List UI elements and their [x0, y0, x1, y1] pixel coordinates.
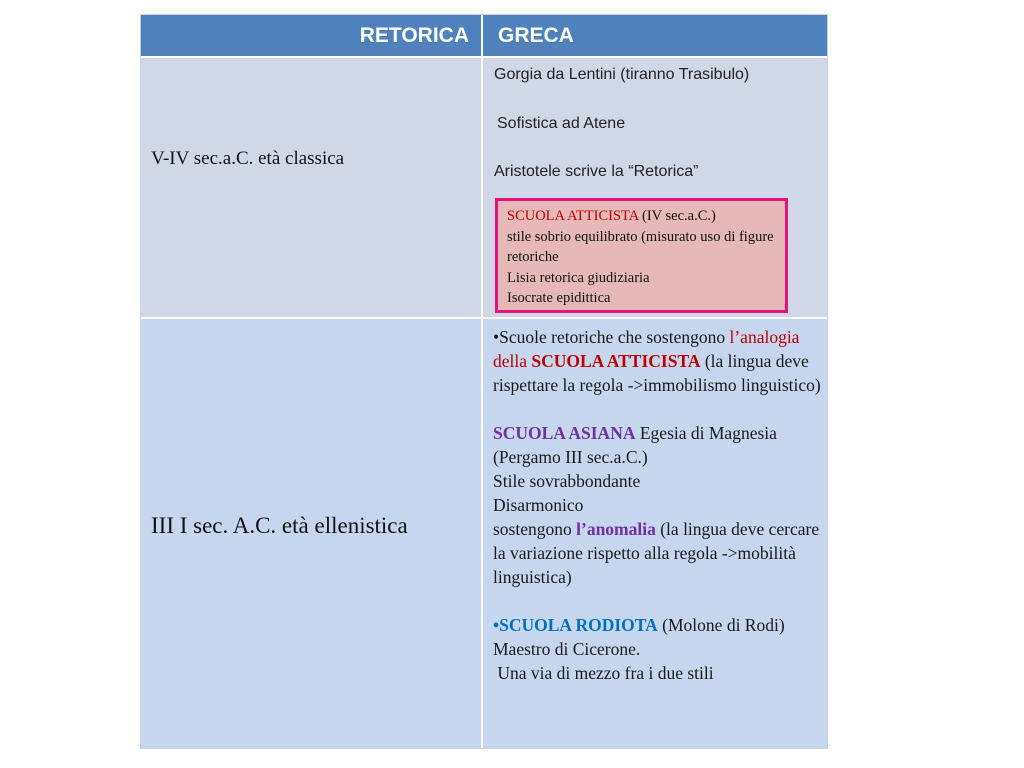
- schools-text: [493, 325, 823, 685]
- analogia-term: l’analogia della: [493, 327, 800, 371]
- asiana-disarmonico: Disarmonico: [493, 495, 584, 515]
- anomalia-term: l’anomalia: [576, 519, 656, 539]
- spacer: [493, 589, 823, 613]
- row1-era-cell: [141, 58, 483, 317]
- era-classica: V-IV sec.a.C. età classica: [151, 148, 345, 169]
- analogia-school: SCUOLA ATTICISTA: [531, 351, 701, 371]
- row2-era-cell: [141, 319, 483, 748]
- asiana-paragraph: [493, 421, 823, 469]
- scuola-atticista-box: [495, 198, 788, 313]
- atticista-century: (IV sec.a.C.): [638, 208, 716, 224]
- anomalia-intro: sostengono: [493, 519, 577, 539]
- rodiota-paragraph: [493, 613, 823, 637]
- asiana-egesia: Egesia di Magnesia (Pergamo III sec.a.C.): [493, 423, 777, 467]
- header-greca: GRECA: [483, 15, 827, 56]
- header-retorica: RETORICA: [141, 15, 483, 56]
- rhetoric-table: [140, 14, 828, 749]
- aristotele-line: Aristotele scrive la “Retorica”: [494, 163, 699, 180]
- gorgia-line: Gorgia da Lentini (tiranno Trasibulo): [494, 66, 750, 83]
- rodiota-cicerone: Maestro di Cicerone.: [493, 639, 641, 659]
- analogia-desc: (la lingua deve rispettare la regola ->immobilismo linguistico): [493, 351, 821, 395]
- analogia-intro: •Scuole retoriche che sostengono: [493, 327, 730, 347]
- analogia-paragraph: [493, 325, 823, 397]
- sofistica-line: Sofistica ad Atene: [497, 115, 626, 132]
- atticista-isocrate: Isocrate epidittica: [507, 290, 611, 306]
- spacer: [493, 397, 823, 421]
- anomalia-desc: (la lingua deve cercare la variazione rispetto alla regola ->mobilità linguistica): [493, 519, 820, 587]
- atticista-title: SCUOLA ATTICISTA: [507, 208, 639, 224]
- era-ellenistica: III I sec. A.C. età ellenistica: [151, 513, 408, 538]
- row1-content-cell: [483, 58, 827, 317]
- row2-content-cell: [483, 319, 827, 748]
- atticista-style: stile sobrio equilibrato (misurato uso di figure retoriche: [507, 228, 774, 265]
- rodiota-title: •SCUOLA RODIOTA: [493, 615, 658, 635]
- anomalia-paragraph: [493, 517, 823, 589]
- rodiota-molone: (Molone di Rodi): [657, 615, 785, 635]
- rodiota-via: Una via di mezzo fra i due stili: [493, 663, 714, 683]
- asiana-title: SCUOLA ASIANA: [493, 423, 636, 443]
- atticista-lisia: Lisia retorica giudiziaria: [507, 269, 650, 286]
- asiana-style: Stile sovrabbondante: [493, 471, 641, 491]
